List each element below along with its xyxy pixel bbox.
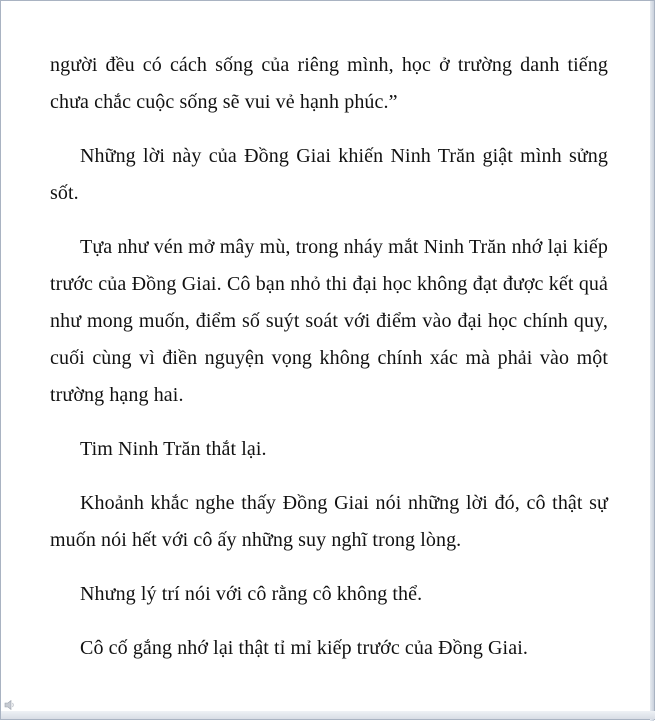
document-body bbox=[50, 47, 608, 684]
paragraph-1: người đều có cách sống của riêng mình, học ở trường danh tiếng chưa chắc cuộc sống sẽ vui vẻ hạnh phúc.” bbox=[50, 54, 608, 113]
paragraph-4: Tim Ninh Trăn thắt lại. bbox=[80, 438, 267, 460]
page-shadow-right bbox=[650, 1, 654, 721]
paragraph-5: Khoảnh khắc nghe thấy Đồng Giai nói những lời đó, cô thật sự muốn nói hết với cô ấy những suy nghĩ trong lòng. bbox=[50, 492, 608, 551]
page-shadow-bottom bbox=[1, 711, 655, 719]
paragraph-3: Tựa như vén mở mây mù, trong nháy mắt Ninh Trăn nhớ lại kiếp trước của Đồng Giai. Cô bạn nhỏ thi đại học không đạt được kết quả như mong muốn, điểm số suýt soát với điểm vào đại học chính quy, cuối cùng vì điền nguyện vọng không chính xác mà phải vào một trường hạng hai. bbox=[50, 236, 608, 406]
paragraph-2: Những lời này của Đồng Giai khiến Ninh Trăn giật mình sửng sốt. bbox=[50, 145, 608, 204]
paragraph-7: Cô cố gắng nhớ lại thật tỉ mỉ kiếp trước của Đồng Giai. bbox=[80, 637, 528, 659]
speaker-icon[interactable] bbox=[4, 700, 16, 710]
paragraph-6: Nhưng lý trí nói với cô rằng cô không thể. bbox=[80, 583, 423, 605]
